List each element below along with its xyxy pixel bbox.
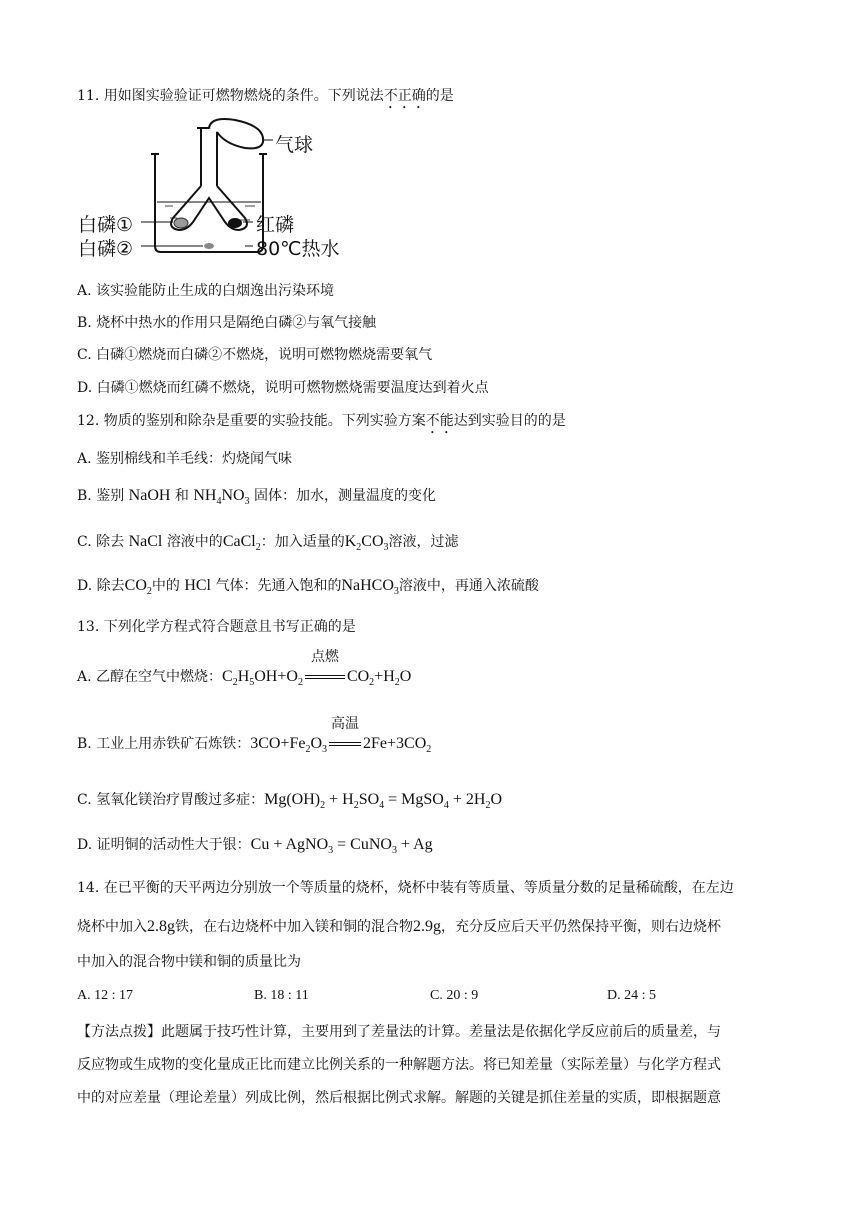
tip-line-1: 【方法点拨】此题属于技巧性计算，主要用到了差量法的计算。差量法是依据化学反应前后的质量差，与: [77, 1024, 721, 1040]
q11-option-c: C. 白磷①燃烧而白磷②不燃烧，说明可燃物燃烧需要氧气: [77, 347, 433, 363]
q13-option-a: A. 乙醇在空气中燃烧：$C_2H_5OH+O_2$ 点燃 $CO_2+H_2O$: [77, 649, 412, 689]
label-hot-water: 80℃热水: [256, 238, 340, 260]
q13-option-d: D. 证明铜的活动性大于银：Cu + AgNO$_3$ = CuNO$_3$ + Ag: [77, 836, 433, 857]
q14-line-2: 烧杯中加入2.8g铁，在右边烧杯中加入镁和铜的混合物2.9g，充分反应后天平仍然保持平衡，则右边烧杯: [77, 918, 721, 935]
q12-option-d: D. 除去$CO_2$中的 HCl 气体：先通入饱和的NaHCO$_3$溶液中，再通入浓硫酸: [77, 577, 539, 598]
q13-option-b: B. 工业上用赤铁矿石炼铁：$3CO+Fe_2O_3$ 高温 $2Fe+3CO_2$: [77, 716, 432, 756]
q14-line-3: 中加入的混合物中镁和铜的质量比为: [77, 954, 301, 970]
tip-line-2: 反应物或生成物的变化量成正比而建立比例关系的一种解题方法。将已知差量（实际差量）与化学方程式: [77, 1057, 721, 1073]
condition-arrow-high-temp: 高温: [329, 734, 361, 754]
q14-option-d: D. 24 : 5: [607, 988, 656, 1003]
label-red-phosphorus: 红磷: [256, 214, 295, 236]
q12-emphasis: 不能: [425, 413, 454, 429]
label-white-phosphorus-1: 白磷①: [78, 214, 134, 236]
q12-option-b: B. 鉴别 NaOH 和 $NH_4NO_3$ 固体：加水，测量温度的变化: [77, 487, 436, 508]
q14-line-1: 14. 在已平衡的天平两边分别放一个等质量的烧杯，烧杯中装有等质量、等质量分数的足量稀硫酸，在左边: [77, 880, 734, 896]
tip-line-3: 中的对应差量（理论差量）列成比例，然后根据比例式求解。解题的关键是抓住差量的实质，即根据题意: [77, 1090, 721, 1106]
q11-option-b: B. 烧杯中热水的作用只是隔绝白磷②与氧气接触: [77, 315, 377, 331]
q11-option-a: A. 该实验能防止生成的白烟逸出污染环境: [77, 283, 335, 299]
q11-option-d: D. 白磷①燃烧而红磷不燃烧，说明可燃物燃烧需要温度达到着火点: [77, 380, 489, 396]
q13-stem: 13. 下列化学方程式符合题意且书写正确的是: [77, 619, 356, 635]
label-white-phosphorus-2: 白磷②: [78, 238, 134, 260]
q13-option-c: C. 氢氧化镁治疗胃酸过多症：$Mg(OH)_2 + H_2SO_4$ = MgSO$_4$ + $2H_2O$: [77, 791, 502, 812]
q12-stem: 12. 物质的鉴别和除杂是重要的实验技能。下列实验方案不能达到实验目的的是: [77, 413, 566, 429]
q11-emphasis: 不正确: [383, 88, 426, 104]
q12-option-c: C. 除去 NaCl 溶液中的CaCl$_2$：加入适量的$K_2CO_3$溶液，过滤: [77, 533, 459, 554]
condition-arrow-ignite: 点燃: [305, 667, 345, 687]
q14-option-b: B. 18 : 11: [254, 988, 309, 1003]
q14-option-c: C. 20 : 9: [430, 988, 479, 1003]
q14-option-a: A. 12 : 17: [77, 988, 133, 1003]
q11-stem: 11. 用如图实验验证可燃物燃烧的条件。下列说法不正确的是: [77, 88, 454, 104]
q12-option-a: A. 鉴别棉线和羊毛线：灼烧闻气味: [77, 451, 293, 467]
label-balloon: 气球: [275, 134, 314, 156]
